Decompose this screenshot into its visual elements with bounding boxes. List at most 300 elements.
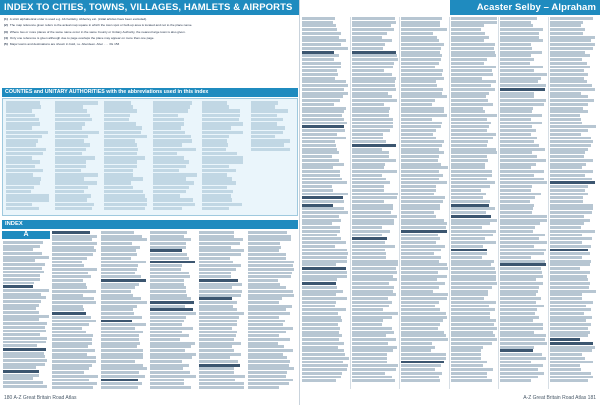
index-entry-line xyxy=(451,286,493,289)
index-entry-line xyxy=(401,114,447,117)
index-entry-line xyxy=(352,338,397,341)
index-entry-line xyxy=(248,268,294,271)
index-entry-line xyxy=(199,294,241,297)
index-entry-line xyxy=(550,151,586,154)
county-entry-line xyxy=(6,135,42,139)
index-entry-line xyxy=(302,129,345,132)
index-entry-line xyxy=(352,204,393,207)
county-entry-line xyxy=(153,186,189,190)
county-entry-line xyxy=(251,131,283,135)
index-entry-line xyxy=(3,333,40,336)
index-entry-line xyxy=(500,181,547,184)
index-entry-line xyxy=(500,349,533,352)
index-entry-line xyxy=(550,286,589,289)
index-entry-line xyxy=(352,245,395,248)
index-entry-line xyxy=(451,144,487,147)
index-entry-line xyxy=(101,320,132,323)
index-entry-line xyxy=(352,114,390,117)
index-entry-line xyxy=(302,122,347,125)
index-entry-line xyxy=(550,159,593,162)
county-entry-line xyxy=(55,173,98,177)
index-entry-line xyxy=(302,245,335,248)
index-entry-line xyxy=(401,256,441,259)
index-entry-line xyxy=(451,338,498,341)
index-entry-line xyxy=(52,360,96,363)
index-entry-line xyxy=(451,95,487,98)
county-entry-line xyxy=(251,126,285,130)
index-entry-line xyxy=(352,39,393,42)
county-entry-line xyxy=(202,160,243,164)
county-entry-line xyxy=(55,143,90,147)
index-entry-line xyxy=(150,353,196,356)
index-entry-line xyxy=(451,282,498,285)
index-entry-line xyxy=(302,226,340,229)
index-entry-line xyxy=(451,316,490,319)
index-entry-line xyxy=(550,200,583,203)
index-entry-line xyxy=(451,99,488,102)
index-entry-line xyxy=(52,342,92,345)
index-entry-line xyxy=(302,271,347,274)
index-entry-line xyxy=(451,219,498,222)
index-entry-line xyxy=(352,237,388,240)
index-entry-line xyxy=(52,279,83,282)
county-entry-line xyxy=(104,135,147,139)
county-entry-line xyxy=(202,165,229,169)
index-entry-line xyxy=(451,271,496,274)
index-entry-line xyxy=(352,148,382,151)
index-entry-line xyxy=(352,163,386,166)
index-entry-line xyxy=(500,54,531,57)
index-entry-line xyxy=(150,301,194,304)
index-entry-line xyxy=(550,54,590,57)
index-entry-line xyxy=(451,312,491,315)
index-entry-line xyxy=(451,174,493,177)
county-entry-line xyxy=(6,126,32,130)
index-entry-line xyxy=(352,32,388,35)
index-entry-line xyxy=(352,99,397,102)
index-entry-line xyxy=(451,230,497,233)
county-entry-line xyxy=(153,165,186,169)
index-entry-line xyxy=(451,353,481,356)
index-entry-line xyxy=(199,261,233,264)
index-entry-line xyxy=(199,279,238,282)
county-entry-line xyxy=(55,177,84,181)
index-entry-line xyxy=(550,28,585,31)
index-entry-line xyxy=(3,278,40,281)
index-entry-line xyxy=(550,148,589,151)
index-entry-line xyxy=(199,286,232,289)
index-entry-line xyxy=(3,385,47,388)
index-entry-line xyxy=(550,316,592,319)
index-entry-line xyxy=(352,252,386,255)
index-entry-line xyxy=(401,237,440,240)
index-entry-line xyxy=(500,346,534,349)
index-entry-line xyxy=(302,376,341,379)
index-entry-line xyxy=(401,204,440,207)
county-entry-line xyxy=(153,109,188,113)
index-entry-line xyxy=(500,84,546,87)
index-entry-line xyxy=(248,283,280,286)
page-title: INDEX TO CITIES, TOWNS, VILLAGES, HAMLETS & AIRPORTS xyxy=(0,0,300,15)
county-entry-line xyxy=(202,190,233,194)
county-entry-line xyxy=(6,177,41,181)
index-entry-line xyxy=(500,222,540,225)
index-entry-line xyxy=(248,360,290,363)
index-entry-line xyxy=(52,320,96,323)
index-entry-line xyxy=(550,282,591,285)
index-entry-line xyxy=(352,267,397,270)
index-entry-line xyxy=(550,364,581,367)
index-entry-line xyxy=(352,364,399,367)
county-entry-line xyxy=(6,203,32,207)
index-entry-line xyxy=(248,345,284,348)
index-entry-line xyxy=(199,382,244,385)
index-entry-line xyxy=(451,36,489,39)
index-entry-line xyxy=(500,133,531,136)
index-entry-line xyxy=(401,181,447,184)
index-entry-line xyxy=(3,245,40,248)
index-entry-line xyxy=(52,331,86,334)
index-entry-line xyxy=(302,118,344,121)
county-entry-line xyxy=(6,131,48,135)
index-entry-line xyxy=(401,24,440,27)
index-column xyxy=(199,231,246,390)
index-entry-line xyxy=(550,181,596,184)
index-entry-line xyxy=(451,88,495,91)
index-entry-line xyxy=(352,207,393,210)
index-entry-line xyxy=(302,275,347,278)
index-entry-line xyxy=(550,256,583,259)
county-entry-line xyxy=(104,126,142,130)
index-entry-line xyxy=(52,257,87,260)
index-entry-line xyxy=(401,245,445,248)
index-entry-line xyxy=(401,263,447,266)
county-entry-line xyxy=(153,114,178,118)
counties-column xyxy=(55,101,103,211)
index-entry-line xyxy=(150,360,182,363)
index-entry-line xyxy=(150,264,182,267)
index-entry-line xyxy=(352,286,394,289)
index-entry-line xyxy=(401,241,436,244)
right-page xyxy=(300,0,600,405)
index-entry-line xyxy=(352,95,393,98)
index-entry-line xyxy=(302,189,333,192)
index-entry-line xyxy=(500,196,535,199)
county-entry-line xyxy=(6,190,31,194)
index-entry-line xyxy=(302,349,344,352)
index-entry-line xyxy=(451,77,483,80)
index-entry-line xyxy=(550,189,585,192)
index-entry-line xyxy=(550,222,585,225)
index-entry-line xyxy=(500,47,532,50)
index-entry-line xyxy=(550,47,593,50)
index-entry-line xyxy=(550,211,593,214)
index-entry-line xyxy=(550,103,589,106)
index-entry-line xyxy=(550,155,584,158)
index-entry-line xyxy=(199,386,244,389)
index-entry-line xyxy=(401,252,434,255)
index-entry-line xyxy=(451,346,484,349)
index-entry-line xyxy=(352,69,384,72)
index-entry-line xyxy=(248,272,292,275)
index-entry-line xyxy=(550,245,591,248)
index-entry-line xyxy=(500,58,534,61)
index-entry-line xyxy=(101,279,146,282)
index-entry-line xyxy=(150,249,182,252)
index-entry-line xyxy=(3,352,44,355)
index-entry-line xyxy=(500,301,536,304)
index-entry-line xyxy=(199,331,237,334)
index-entry-line xyxy=(101,257,131,260)
index-entry-line xyxy=(401,346,435,349)
index-entry-line xyxy=(451,114,497,117)
index-entry-line xyxy=(352,28,394,31)
index-entry-line xyxy=(52,286,87,289)
index-entry-line xyxy=(150,246,186,249)
index-entry-line xyxy=(500,256,531,259)
index-entry-line xyxy=(199,323,237,326)
index-entry-line xyxy=(352,193,399,196)
index-entry-line xyxy=(500,331,534,334)
index-entry-line xyxy=(401,163,441,166)
index-entry-line xyxy=(199,320,237,323)
index-entry-line xyxy=(150,345,191,348)
index-entry-line xyxy=(550,323,592,326)
index-entry-line xyxy=(500,267,541,270)
index-entry-line xyxy=(302,144,336,147)
index-entry-line xyxy=(451,92,489,95)
index-entry-line xyxy=(401,66,435,69)
index-entry-line xyxy=(401,47,441,50)
index-entry-line xyxy=(401,301,439,304)
index-entry-line xyxy=(550,249,588,252)
county-entry-line xyxy=(251,122,277,126)
index-entry-line xyxy=(401,361,444,364)
index-entry-line xyxy=(550,69,584,72)
index-entry-line xyxy=(500,148,545,151)
index-entry-line xyxy=(550,95,589,98)
index-entry-line xyxy=(199,379,235,382)
index-entry-line xyxy=(248,382,289,385)
index-entry-line xyxy=(199,272,231,275)
index-entry-line xyxy=(401,342,432,345)
index-entry-line xyxy=(302,241,346,244)
county-entry-line xyxy=(6,109,32,113)
index-entry-line xyxy=(550,80,588,83)
county-entry-line xyxy=(55,122,85,126)
index-entry-line xyxy=(500,286,539,289)
index-entry-line xyxy=(52,238,92,241)
index-entry-line xyxy=(550,144,591,147)
note-5: (5) Major towns and destinations are shown in bold, i.e. Aberdeen. Aber . . . 3G 153 xyxy=(4,42,120,47)
index-entry-line xyxy=(150,242,186,245)
county-entry-line xyxy=(202,105,229,109)
index-entry-line xyxy=(500,66,543,69)
index-entry-line xyxy=(500,305,544,308)
note-4: (4) Only one reference is given although due to page overlaps the place may appear on more than one page. xyxy=(4,35,155,40)
index-entry-line xyxy=(302,327,340,330)
county-entry-line xyxy=(6,101,40,105)
index-entry-line xyxy=(52,308,84,311)
index-entry-line xyxy=(451,47,494,50)
index-entry-line xyxy=(451,21,497,24)
index-entry-line xyxy=(248,364,289,367)
index-entry-line xyxy=(451,107,483,110)
index-entry-line xyxy=(3,259,35,262)
index-entry-line xyxy=(550,278,589,281)
index-entry-line xyxy=(401,88,443,91)
index-entry-line xyxy=(401,353,446,356)
index-entry-line xyxy=(500,278,536,281)
index-entry-line xyxy=(101,331,143,334)
index-entry-line xyxy=(550,24,581,27)
index-entry-line xyxy=(550,122,582,125)
index-entry-line xyxy=(451,28,482,31)
county-entry-line xyxy=(153,203,195,207)
index-entry-line xyxy=(451,80,496,83)
index-entry-line xyxy=(352,166,384,169)
index-entry-line xyxy=(352,301,392,304)
index-entry-line xyxy=(199,253,241,256)
index-entry-line xyxy=(248,275,291,278)
index-entry-line xyxy=(550,36,595,39)
index-entry-line xyxy=(352,43,386,46)
index-entry-line xyxy=(302,36,339,39)
index-entry-line xyxy=(52,316,91,319)
index-entry-line xyxy=(352,51,396,54)
index-entry-line xyxy=(500,319,533,322)
index-entry-line xyxy=(550,107,583,110)
county-entry-line xyxy=(153,177,186,181)
county-entry-line xyxy=(202,143,228,147)
index-entry-line xyxy=(451,129,487,132)
index-entry-line xyxy=(352,155,390,158)
index-entry-line xyxy=(451,43,495,46)
index-entry-line xyxy=(150,253,187,256)
index-entry-line xyxy=(401,159,438,162)
index-entry-line xyxy=(500,95,534,98)
index-entry-line xyxy=(52,312,86,315)
index-entry-line xyxy=(352,334,386,337)
index-entry-line xyxy=(451,260,495,263)
index-entry-line xyxy=(352,376,392,379)
index-entry-line xyxy=(500,77,541,80)
index-entry-line xyxy=(451,275,497,278)
index-entry-line xyxy=(550,260,591,263)
index-entry-line xyxy=(3,348,46,351)
index-entry-line xyxy=(352,275,394,278)
county-entry-line xyxy=(104,173,133,177)
index-entry-line xyxy=(3,274,40,277)
index-entry-line xyxy=(401,271,438,274)
index-entry-line xyxy=(401,267,448,270)
index-entry-line xyxy=(352,215,397,218)
index-entry-line xyxy=(248,312,290,315)
index-entry-line xyxy=(302,230,340,233)
index-entry-line xyxy=(451,263,491,266)
index-entry-line xyxy=(550,327,589,330)
index-column xyxy=(302,17,350,383)
index-entry-line xyxy=(401,260,439,263)
county-entry-line xyxy=(55,160,86,164)
county-entry-line xyxy=(251,109,288,113)
index-entry-line xyxy=(451,357,481,360)
index-entry-line xyxy=(451,58,488,61)
index-entry-line xyxy=(500,271,542,274)
index-entry-line xyxy=(500,372,544,375)
index-entry-line xyxy=(3,355,45,358)
index-entry-line xyxy=(550,353,582,356)
county-entry-line xyxy=(104,101,131,105)
index-entry-line xyxy=(550,237,593,240)
index-column xyxy=(52,231,99,390)
index-entry-line xyxy=(500,260,545,263)
index-entry-line xyxy=(302,252,348,255)
index-entry-line xyxy=(302,290,343,293)
index-entry-line xyxy=(550,275,588,278)
index-entry-line xyxy=(500,316,539,319)
index-entry-line xyxy=(101,275,141,278)
index-entry-line xyxy=(302,200,344,203)
index-entry-line xyxy=(550,58,582,61)
index-entry-line xyxy=(101,249,136,252)
index-entry-line xyxy=(500,215,547,218)
index-entry-line xyxy=(150,261,195,264)
index-entry-line xyxy=(352,278,397,281)
index-entry-line xyxy=(302,133,337,136)
index-entry-line xyxy=(101,235,142,238)
index-entry-line xyxy=(401,316,447,319)
county-entry-line xyxy=(153,160,189,164)
index-entry-line xyxy=(199,334,236,337)
index-entry-line xyxy=(150,279,184,282)
index-entry-line xyxy=(52,275,91,278)
county-entry-line xyxy=(55,148,86,152)
index-entry-line xyxy=(451,110,486,113)
index-entry-line xyxy=(401,376,439,379)
index-entry-line xyxy=(150,275,190,278)
index-entry-line xyxy=(150,367,183,370)
index-entry-line xyxy=(248,342,278,345)
index-entry-line xyxy=(401,28,447,31)
index-entry-line xyxy=(3,359,47,362)
index-entry-line xyxy=(302,185,332,188)
index-entry-line xyxy=(451,222,491,225)
index-entry-line xyxy=(550,290,597,293)
index-entry-line xyxy=(101,342,140,345)
county-entry-line xyxy=(55,114,90,118)
index-entry-line xyxy=(101,371,139,374)
index-entry-line xyxy=(451,166,485,169)
index-entry-line xyxy=(451,364,484,367)
index-entry-line xyxy=(352,211,391,214)
index-entry-line xyxy=(550,193,588,196)
index-entry-line xyxy=(302,140,335,143)
index-entry-line xyxy=(302,357,349,360)
index-entry-line xyxy=(401,80,436,83)
index-entry-line xyxy=(500,376,538,379)
index-entry-line xyxy=(352,24,391,27)
index-entry-line xyxy=(302,293,336,296)
index-entry-line xyxy=(150,356,192,359)
index-entry-line xyxy=(302,323,338,326)
index-entry-line xyxy=(401,95,447,98)
county-entry-line xyxy=(153,122,184,126)
index-entry-line xyxy=(500,357,546,360)
index-entry-line xyxy=(451,62,485,65)
index-entry-line xyxy=(52,290,96,293)
index-entry-line xyxy=(52,272,88,275)
